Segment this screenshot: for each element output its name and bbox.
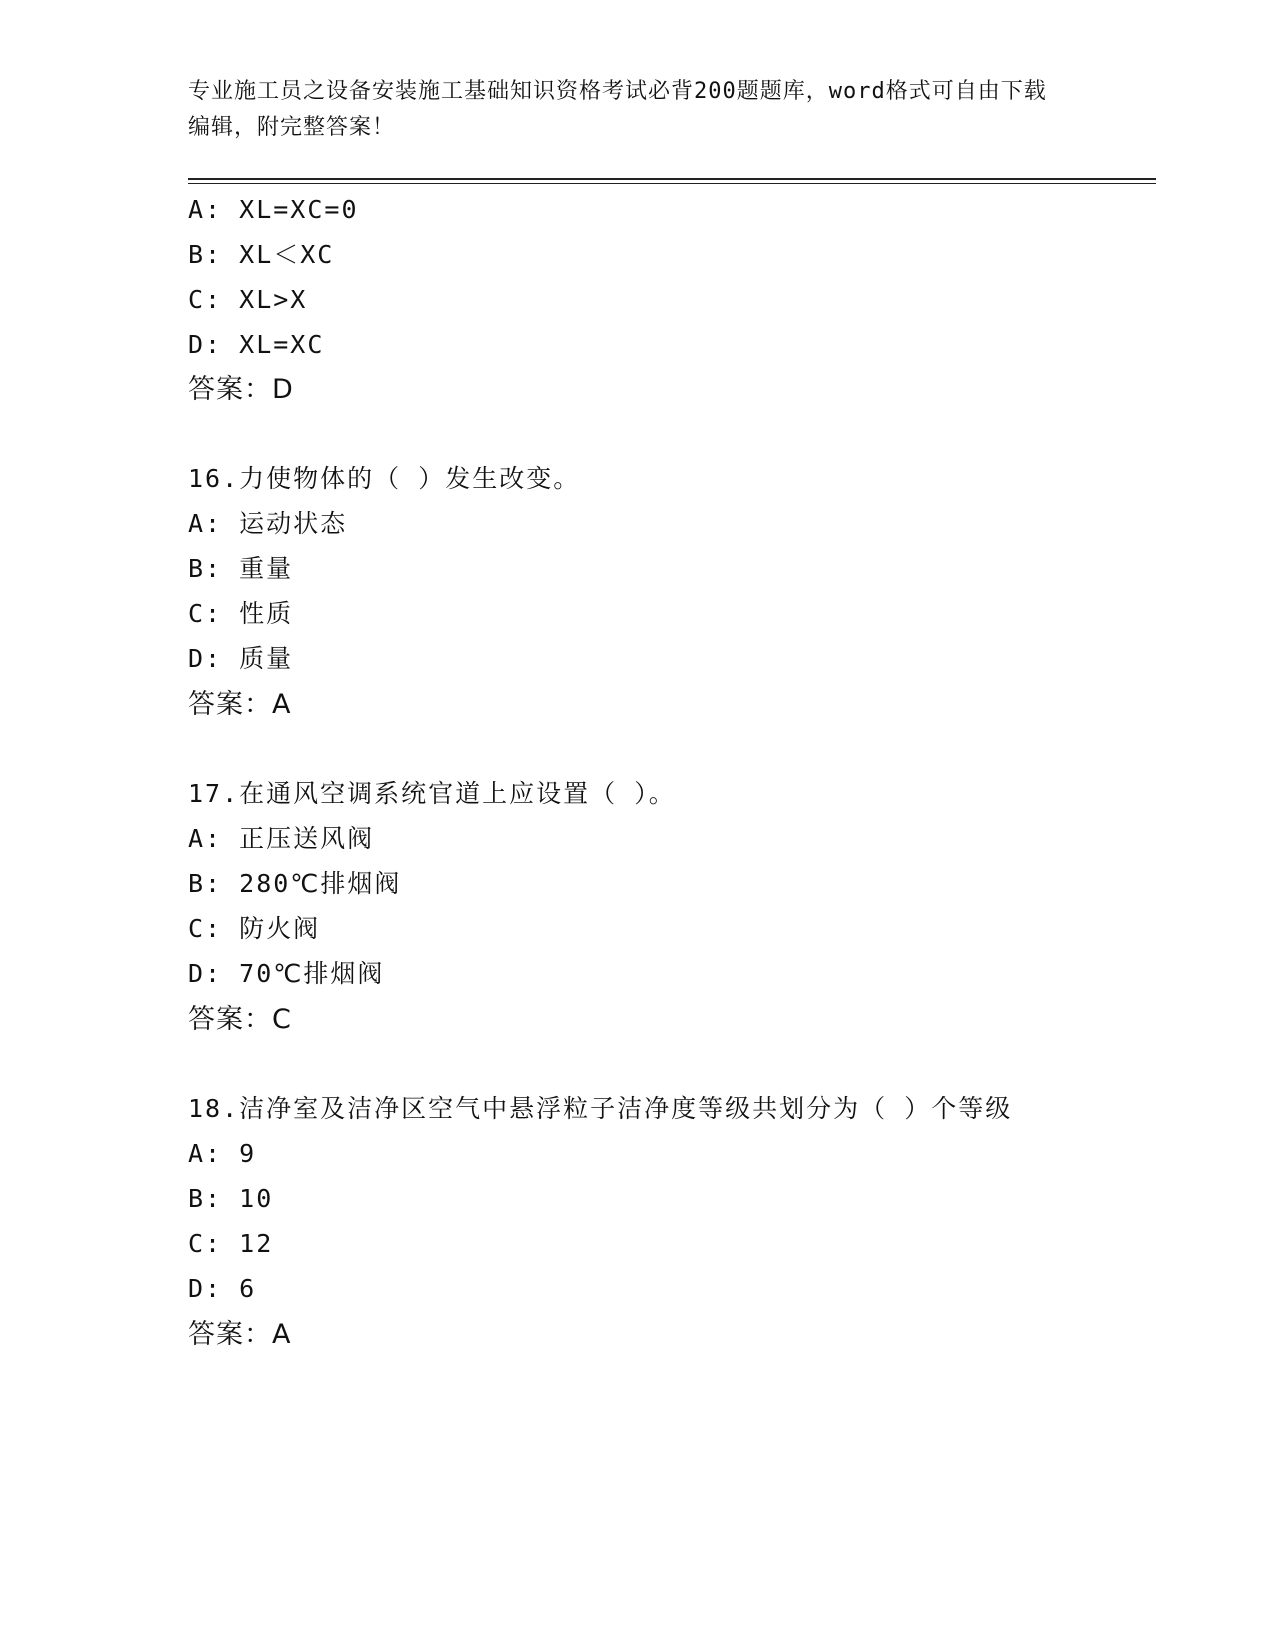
option-a: A: XL=XC=0	[188, 195, 359, 224]
option-c: C: 12	[188, 1229, 274, 1258]
option-a: A: 正压送风阀	[188, 824, 375, 853]
answer: 答案：D	[188, 374, 294, 405]
answer: 答案：C	[188, 1004, 292, 1035]
option-c: C: XL>X	[188, 285, 308, 314]
option-d: D: 70℃排烟阀	[188, 959, 385, 988]
option-c: C: 性质	[188, 599, 294, 628]
answer: 答案：A	[188, 689, 292, 720]
option-b: B: 重量	[188, 554, 294, 583]
question-stem: 16.力使物体的（ ）发生改变。	[188, 464, 581, 493]
document-header: 专业施工员之设备安装施工基础知识资格考试必背200题题库，word格式可自由下载编辑，附完整答案！	[188, 79, 1047, 140]
header-divider-thick	[188, 178, 1156, 180]
answer: 答案：A	[188, 1319, 292, 1350]
question-stem: 17.在通风空调系统官道上应设置（ ）。	[188, 779, 676, 808]
option-d: D: 6	[188, 1274, 257, 1303]
option-c: C: 防火阀	[188, 914, 321, 943]
option-a: A: 9	[188, 1139, 257, 1168]
header-divider-thin	[188, 183, 1156, 184]
option-b: B: 10	[188, 1184, 274, 1213]
option-b: B: XL＜XC	[188, 240, 335, 269]
option-d: D: 质量	[188, 644, 294, 673]
option-b: B: 280℃排烟阀	[188, 869, 402, 898]
question-stem: 18.洁净室及洁净区空气中悬浮粒子洁净度等级共划分为（ ）个等级	[188, 1094, 1013, 1123]
option-d: D: XL=XC	[188, 330, 325, 359]
option-a: A: 运动状态	[188, 509, 348, 538]
